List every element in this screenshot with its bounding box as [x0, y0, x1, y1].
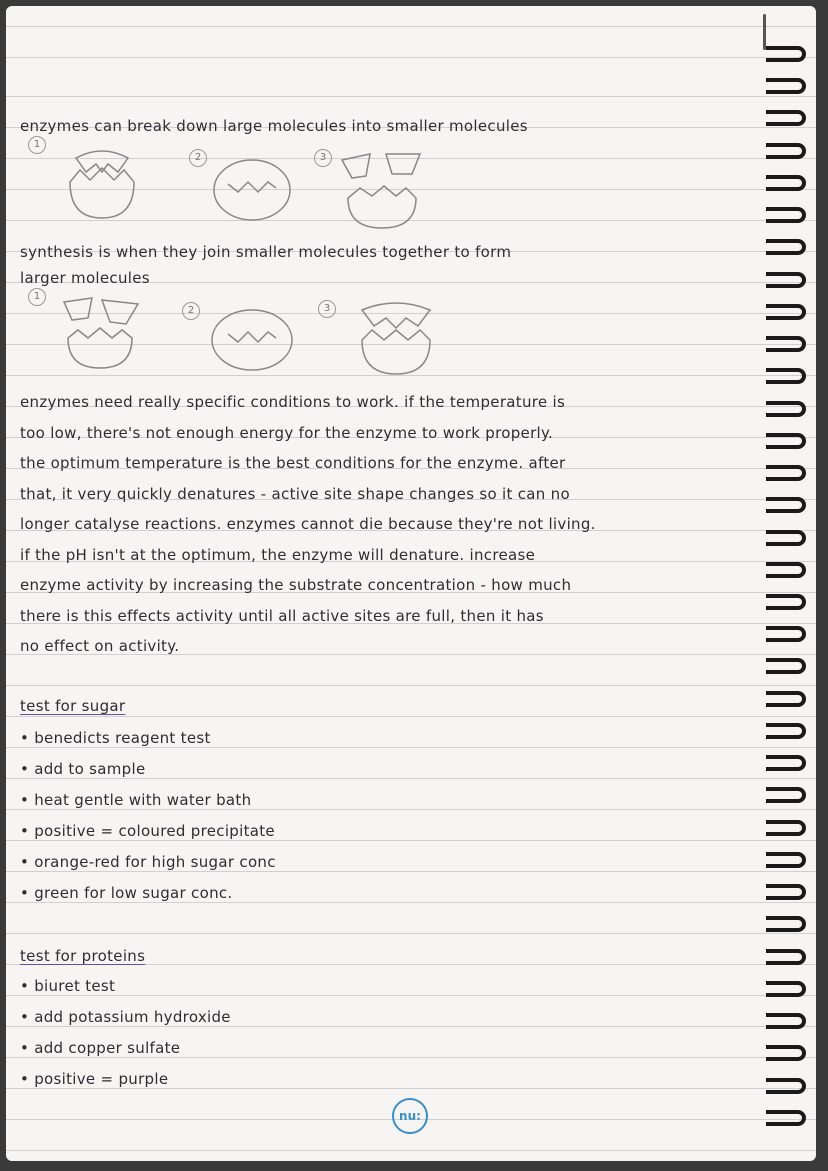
larger-molecule-drawing	[356, 296, 436, 376]
spiral-ring	[766, 239, 806, 255]
sugar-list-item: • green for low sugar conc.	[20, 884, 233, 902]
spiral-ring	[766, 143, 806, 159]
spiral-ring	[766, 465, 806, 481]
spiral-ring	[766, 401, 806, 417]
conditions-line: enzyme activity by increasing the substrate concentration - how much	[20, 576, 572, 594]
spiral-ring	[766, 497, 806, 513]
spiral-ring	[766, 916, 806, 932]
spiral-ring	[766, 723, 806, 739]
enzyme-with-substrate-drawing	[62, 142, 142, 222]
conditions-line: the optimum temperature is the best conditions for the enzyme. after	[20, 454, 566, 472]
synthesis-text-line-2: larger molecules	[20, 269, 150, 287]
protein-list-item: • add potassium hydroxide	[20, 1008, 231, 1026]
sugar-list-item: • add to sample	[20, 760, 146, 778]
spiral-ring	[766, 594, 806, 610]
conditions-line: that, it very quickly denatures - active site shape changes so it can no	[20, 484, 570, 503]
step-number: 1	[28, 288, 46, 306]
conditions-line: longer catalyse reactions. enzymes cannot die because they're not living.	[20, 515, 596, 533]
spiral-ring	[766, 530, 806, 546]
notebook-page	[6, 6, 816, 1161]
protein-list-item: • positive = purple	[20, 1070, 169, 1088]
conditions-line: too low, there's not enough energy for the enzyme to work properly.	[20, 423, 554, 442]
spiral-ring	[766, 368, 806, 384]
step-number: 2	[189, 149, 207, 167]
conditions-line: enzymes need really specific conditions to work. if the temperature is	[20, 393, 566, 411]
step-number: 1	[28, 136, 46, 154]
spiral-ring	[766, 336, 806, 352]
joined-complex-drawing	[210, 308, 294, 372]
spiral-ring	[766, 884, 806, 900]
synthesis-text-line-1: synthesis is when they join smaller molecules together to form	[20, 243, 512, 261]
spiral-ring	[766, 46, 806, 62]
conditions-line: no effect on activity.	[20, 637, 180, 655]
sugar-heading: test for sugar	[20, 697, 126, 715]
spiral-ring	[766, 433, 806, 449]
sugar-list-item: • benedicts reagent test	[20, 729, 211, 747]
protein-list-item: • add copper sulfate	[20, 1039, 181, 1057]
spiral-ring	[766, 787, 806, 803]
spiral-ring	[766, 207, 806, 223]
spiral-ring	[766, 658, 806, 674]
spiral-ring	[766, 981, 806, 997]
sugar-list-item: • orange-red for high sugar conc	[20, 853, 276, 871]
spiral-ring	[766, 755, 806, 771]
enzyme-substrate-complex-drawing	[212, 158, 292, 222]
conditions-line: there is this effects activity until all active sites are full, then it has	[20, 606, 544, 625]
step-number: 2	[182, 302, 200, 320]
spiral-ring	[766, 691, 806, 707]
spiral-ring	[766, 78, 806, 94]
spiral-ring	[766, 304, 806, 320]
spiral-ring	[766, 272, 806, 288]
enzyme-products-drawing	[340, 146, 424, 230]
conditions-line: if the pH isn't at the optimum, the enzyme will denature. increase	[20, 545, 536, 564]
spiral-ring	[766, 562, 806, 578]
step-number: 3	[318, 300, 336, 318]
nu-logo: nu:	[392, 1098, 428, 1134]
spiral-ring	[766, 1110, 806, 1126]
step-number: 3	[314, 149, 332, 167]
spiral-ring	[766, 852, 806, 868]
protein-list-item: • biuret test	[20, 977, 116, 995]
spiral-ring	[766, 1045, 806, 1061]
breakdown-text: enzymes can break down large molecules into smaller molecules	[20, 117, 528, 135]
sugar-list-item: • heat gentle with water bath	[20, 791, 252, 809]
substrates-with-enzyme-drawing	[62, 296, 146, 372]
spiral-ring	[766, 949, 806, 965]
sugar-list-item: • positive = coloured precipitate	[20, 822, 275, 840]
spiral-ring	[766, 626, 806, 642]
spiral-binding	[766, 46, 814, 1126]
spiral-ring	[766, 110, 806, 126]
spiral-ring	[766, 1078, 806, 1094]
protein-heading: test for proteins	[20, 947, 146, 965]
bookmark-pin	[763, 14, 766, 50]
spiral-ring	[766, 175, 806, 191]
spiral-ring	[766, 820, 806, 836]
spiral-ring	[766, 1013, 806, 1029]
